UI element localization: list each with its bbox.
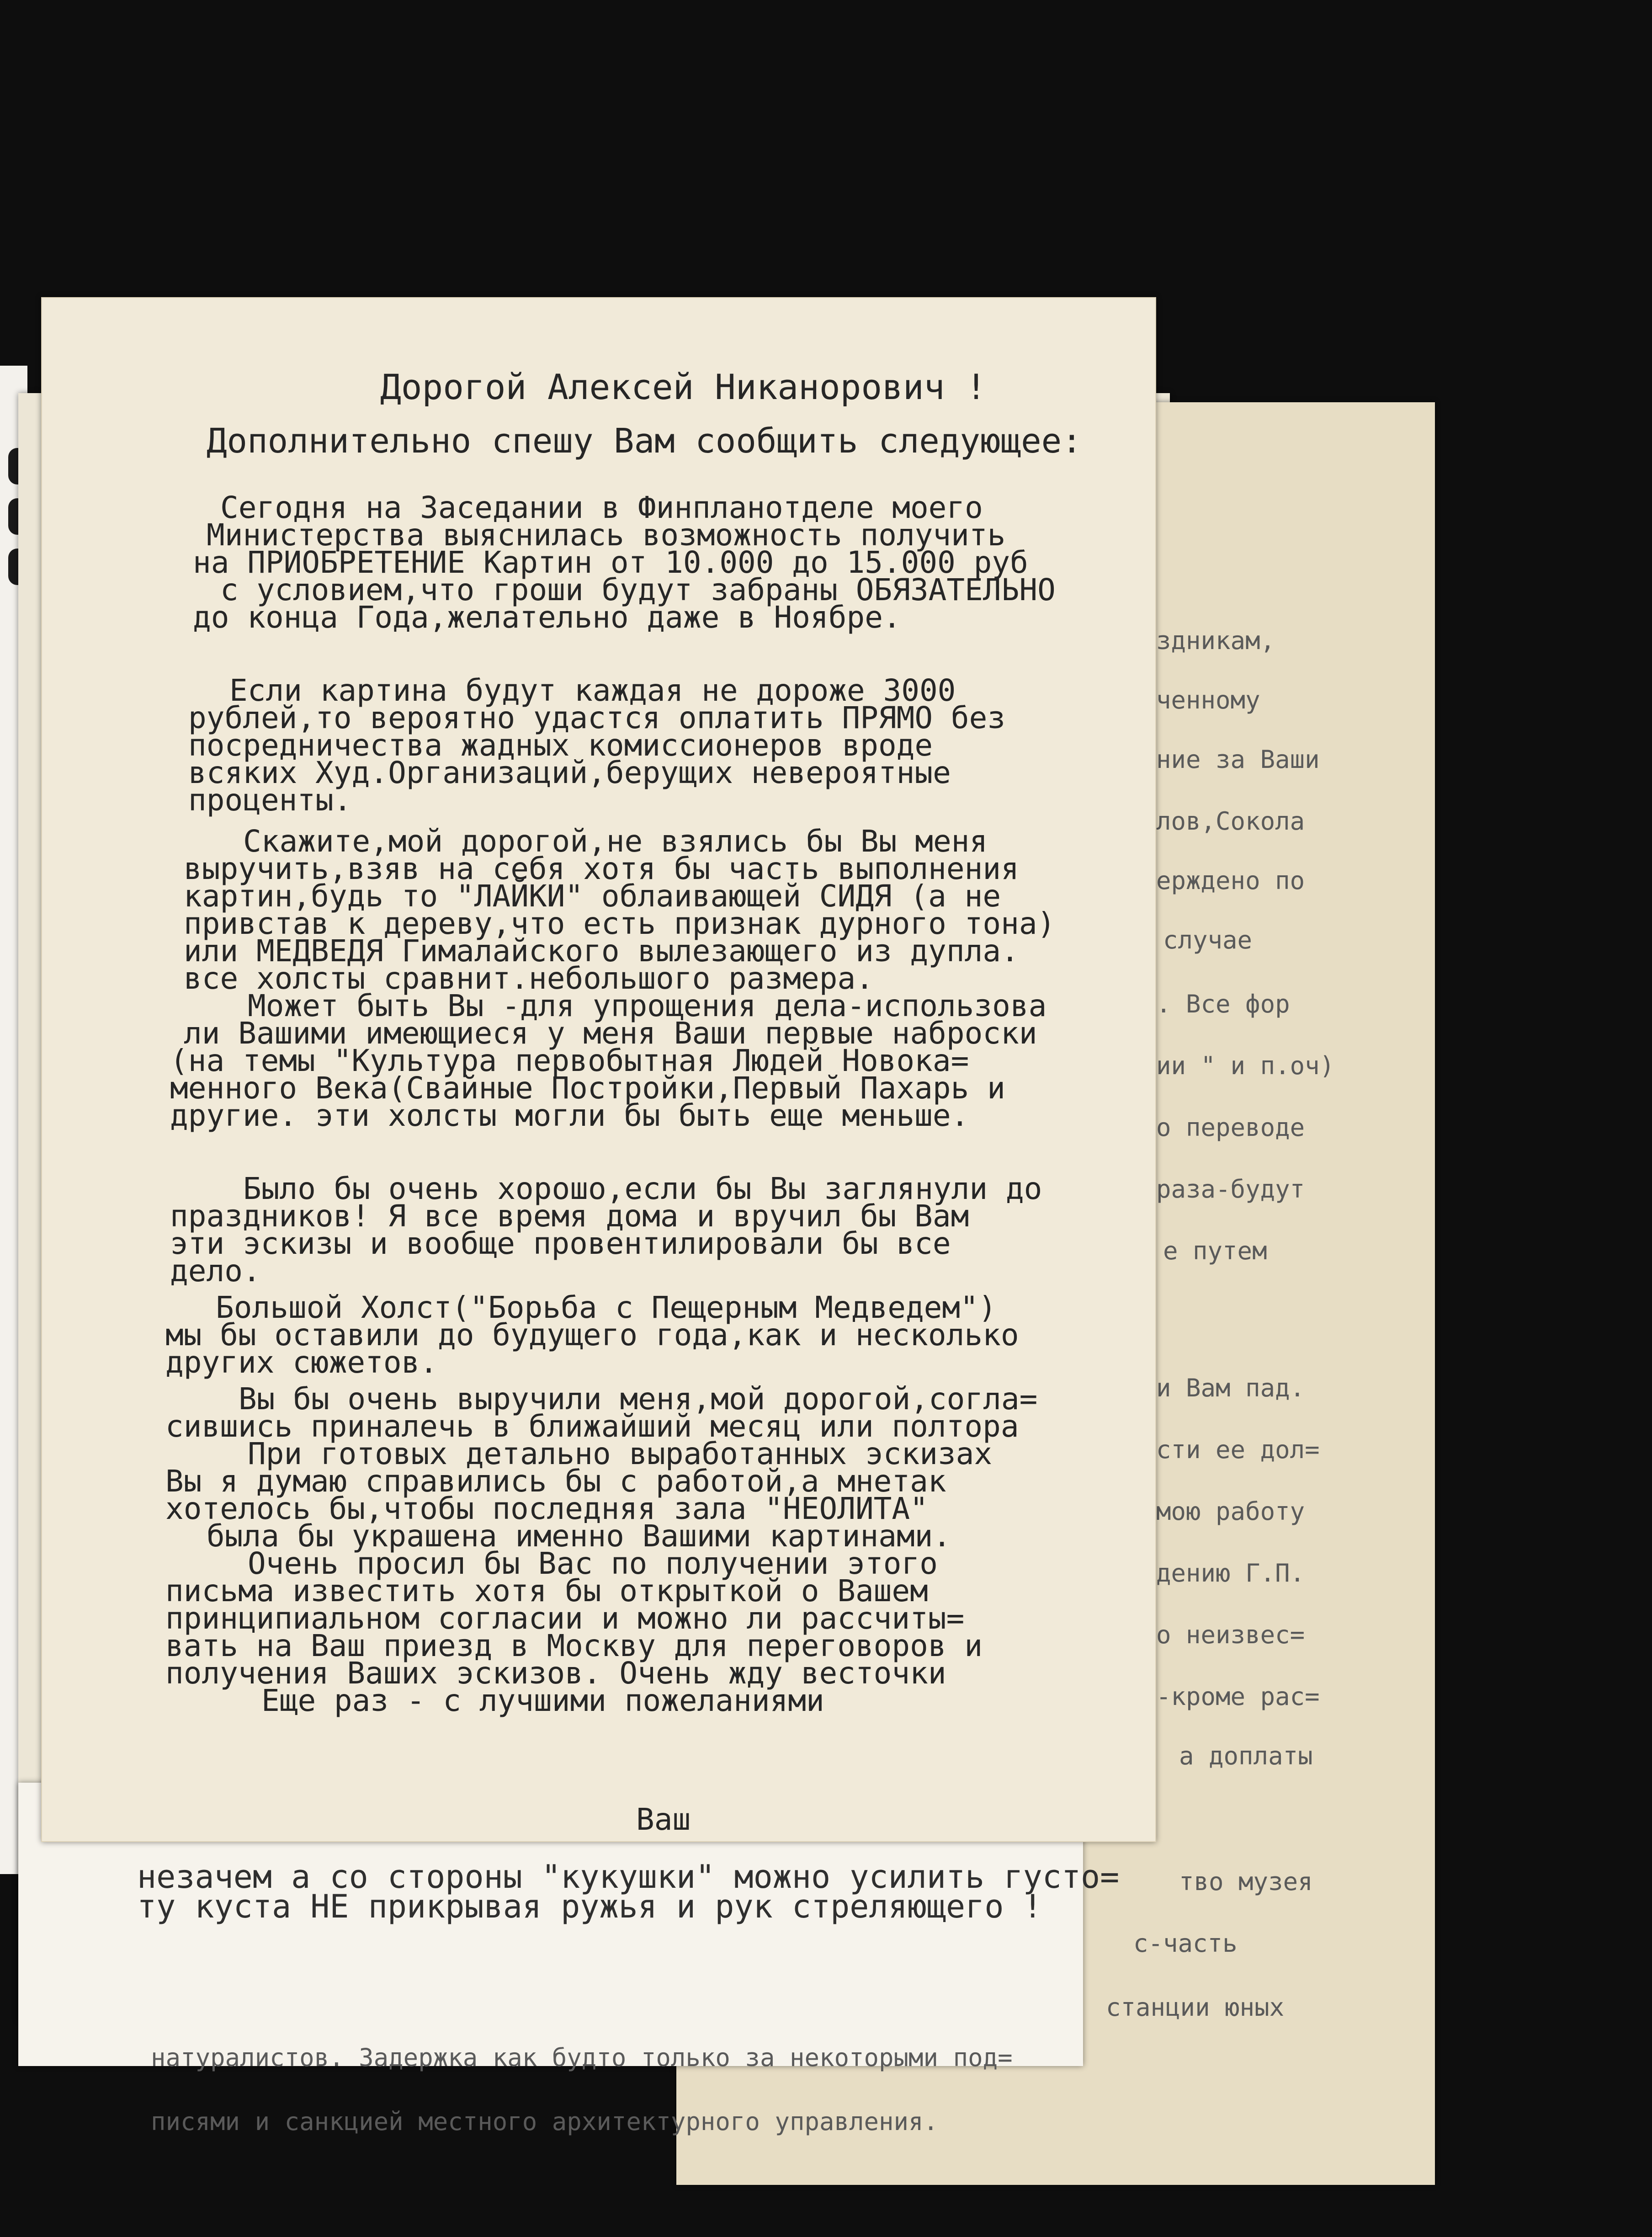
letter-line: менного Века(Свайные Постройки,Первый Пахарь и [170, 1071, 1005, 1106]
letter-line: проценты. [188, 783, 352, 818]
letter-intro: Дополнительно спешу Вам сообщить следующее: [207, 421, 1082, 461]
back-text-line: а доплаты [1179, 1742, 1313, 1770]
letter-line: Вы я думаю справились бы с работой,а мнетак [165, 1464, 946, 1499]
back-text-line: писями и санкцией местного архитектурного управления. [151, 2107, 939, 2136]
back-text-line: е путем [1163, 1236, 1267, 1265]
letter-line: Большой Холст("Борьба с Пещерным Медведем") [216, 1290, 997, 1325]
letter-line: сившись приналечь в ближайший месяц или полтора [165, 1409, 1019, 1444]
back-text-line: натуралистов. Задержка как будто только за некоторыми под= [151, 2043, 1013, 2072]
letter-line: мы бы оставили до будущего года,как и несколько [165, 1317, 1019, 1353]
letter-line: Очень просил бы Вас по получении этого [248, 1546, 938, 1581]
letter-line: на ПРИОБРЕТЕНИЕ Картин от 10.000 до 15.000 руб [193, 545, 1028, 580]
back-text-line: ченному [1156, 686, 1260, 714]
letter-line: праздников! Я все время дома и вручил бы Вам [170, 1198, 969, 1234]
middle-text-line: ту куста НЕ прикрывая ружья и рук стреляющего ! [137, 1888, 1042, 1925]
letter-line: картин,будь то "ЛАЙКИ" облаивающей СИДЯ (а не [184, 879, 1001, 914]
letter-signoff: Ваш [636, 1802, 691, 1837]
letter-line: хотелось бы,чтобы последняя зала "НЕОЛИТА" [165, 1491, 928, 1526]
letter-line: вать на Ваш приезд в Москву для переговоров и [165, 1628, 983, 1663]
back-text-line: мою работу [1156, 1497, 1305, 1526]
back-text-line: о переводе [1156, 1113, 1305, 1142]
back-text-line: лов,Сокола [1156, 807, 1305, 836]
letter-line: Было бы очень хорошо,если бы Вы заглянули до [243, 1171, 1042, 1206]
front-letter-page [41, 297, 1156, 1842]
back-text-line: сти ее дол= [1156, 1435, 1320, 1464]
letter-greeting: Дорогой Алексей Никанорович ! [380, 367, 987, 407]
back-text-line: ерждено по [1156, 866, 1305, 895]
letter-line: получения Ваших эскизов. Очень жду весточки [165, 1656, 946, 1691]
letter-line: Вы бы очень выручили меня,мой дорогой,согла= [239, 1381, 1038, 1417]
letter-line: Может быть Вы -для упрощения дела-использова [248, 988, 1047, 1023]
letter-line: или МЕДВЕДЯ Гималайского вылезающего из дупла. [184, 933, 1019, 969]
back-text-line: дению Г.П. [1156, 1559, 1305, 1587]
back-text-line: случае [1163, 926, 1253, 954]
back-text-line: ии " и п.оч) [1156, 1051, 1335, 1080]
back-text-line: с-часть [1133, 1929, 1238, 1958]
letter-line: до конца Года,желательно даже в Ноябре. [193, 600, 901, 635]
letter-line: других сюжетов. [165, 1345, 438, 1380]
back-text-line: . Все фор [1156, 990, 1290, 1018]
back-text-line: ние за Ваши [1156, 745, 1320, 774]
letter-line: Скажите,мой дорогой,не взялись бы Вы меня [243, 824, 988, 859]
letter-line: Еще раз - с лучшими пожеланиями [261, 1683, 824, 1718]
letter-line: Министерства выяснилась возможность получить [207, 517, 1006, 553]
letter-line: все холсты сравнит.небольшого размера. [184, 961, 874, 996]
back-text-line: -кроме рас= [1156, 1682, 1320, 1711]
letter-line: посредничества жадных комиссионеров вроде [188, 728, 933, 763]
back-text-line: и Вам пад. [1156, 1374, 1305, 1402]
letter-line: ли Вашими имеющиеся у меня Ваши первые наброски [184, 1016, 1037, 1051]
back-text-line: тво музея [1179, 1867, 1313, 1896]
letter-line: другие. эти холсты могли бы быть еще меньше. [170, 1098, 969, 1133]
letter-line: всяких Худ.Организаций,берущих невероятные [188, 755, 951, 790]
letter-line: выручить,взяв на себя хотя бы часть выполнения [184, 851, 1019, 886]
letter-line: Если картина будут каждая не дороже 3000 [229, 673, 956, 708]
back-text-line: раза-будут [1156, 1175, 1305, 1204]
letter-line: эти эскизы и вообще провентилировали бы все [170, 1226, 951, 1261]
back-text-line: о неизвес= [1156, 1620, 1305, 1649]
letter-line: письма известить хотя бы открыткой о Вашем [165, 1573, 928, 1609]
letter-line: При готовых детально выработанных эскизах [248, 1436, 993, 1471]
letter-line: рублей,то вероятно удастся оплатить ПРЯМО без [188, 700, 1006, 735]
letter-line: Сегодня на Заседании в Финпланотделе моего [220, 490, 983, 525]
middle-text-line: незачем а со стороны "кукушки" можно усилить густо= [137, 1858, 1120, 1896]
back-text-line: станции юных [1106, 1993, 1285, 2022]
letter-line: (на темы "Культура первобытная Людей Новока= [170, 1043, 969, 1078]
letter-line: принципиальном согласии и можно ли рассчиты= [165, 1601, 965, 1636]
letter-line: была бы украшена именно Вашими картинами. [207, 1518, 951, 1554]
letter-line: с условием,что гроши будут забраны ОБЯЗАТЕЛЬНО [220, 572, 1056, 607]
letter-line: привстав к дереву,что есть признак дурного тона) [184, 906, 1056, 941]
back-text-line: здникам, [1156, 626, 1275, 655]
letter-line: дело. [170, 1253, 261, 1289]
